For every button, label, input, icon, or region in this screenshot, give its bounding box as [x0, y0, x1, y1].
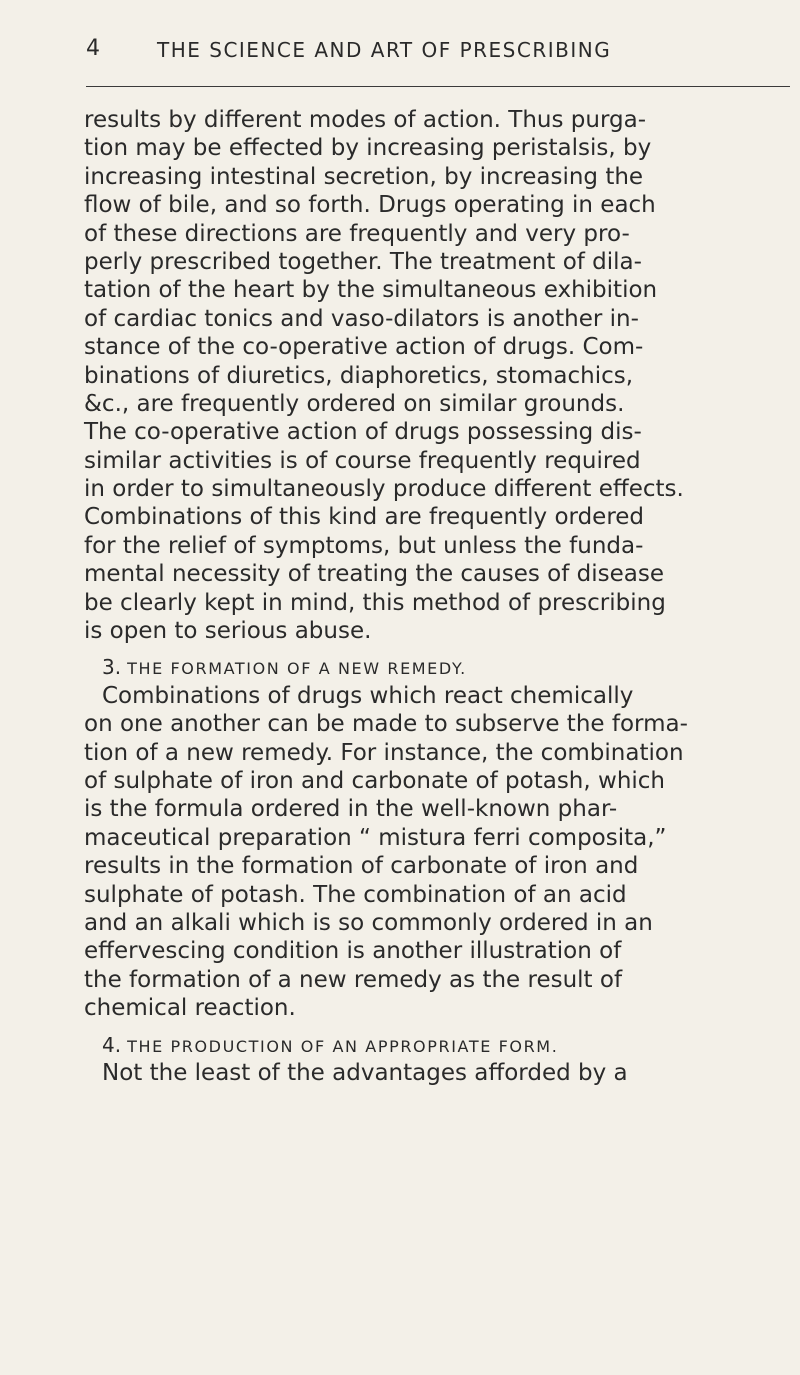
text-line: tion may be effected by increasing peristalsis, by: [84, 135, 652, 162]
text-line: of these directions are frequently and very pro-: [84, 220, 630, 247]
text-line: is the formula ordered in the well-known phar-: [84, 796, 618, 823]
page-number: 4: [86, 36, 101, 61]
section-number: 4.: [102, 1032, 122, 1057]
text-line: binations of diuretics, diaphoretics, stomachics,: [84, 362, 634, 389]
text-line: results by different modes of action. Thus purga-: [84, 107, 647, 133]
text-line: increasing intestinal secretion, by increasing the: [84, 163, 644, 190]
section-heading-3: [84, 653, 784, 681]
text-line: flow of bile, and so forth. Drugs operating in each: [84, 192, 656, 219]
text-line: chemical reaction.: [84, 995, 296, 1022]
text-line: and an alkali which is so commonly ordered in an: [84, 909, 653, 936]
text-line: effervescing condition is another illustration of: [84, 938, 622, 965]
text-line: maceutical preparation “ mistura ferri composita,”: [84, 824, 667, 851]
text-line: Combinations of drugs which react chemically: [102, 682, 634, 709]
text-line: stance of the co-operative action of drugs. Com-: [84, 334, 644, 361]
section-number: 3.: [102, 655, 122, 680]
text-line: &c., are frequently ordered on similar grounds.: [84, 390, 625, 417]
text-line: of sulphate of iron and carbonate of potash, which: [84, 767, 666, 794]
text-line: The co-operative action of drugs possessing dis-: [84, 419, 642, 446]
page-header: [86, 36, 776, 76]
text-line: tation of the heart by the simultaneous exhibition: [84, 277, 658, 304]
section-title: THE PRODUCTION OF AN APPROPRIATE FORM.: [127, 1036, 559, 1056]
text-line: results in the formation of carbonate of iron and: [84, 853, 639, 880]
body-text: [84, 106, 784, 1087]
text-line: be clearly kept in mind, this method of prescribing: [84, 589, 666, 616]
section-title: THE FORMATION OF A NEW REMEDY.: [127, 659, 467, 679]
text-line: in order to simultaneously produce different effects.: [84, 476, 684, 503]
text-line: Combinations of this kind are frequently ordered: [84, 504, 645, 531]
section-heading-4: [84, 1031, 784, 1059]
text-line: the formation of a new remedy as the result of: [84, 966, 623, 993]
text-line: similar activities is of course frequently required: [84, 447, 641, 474]
header-rule: [86, 86, 790, 87]
text-line: of cardiac tonics and vaso-dilators is another in-: [84, 305, 639, 332]
running-title: THE SCIENCE AND ART OF PRESCRIBING: [157, 38, 612, 62]
text-line: perly prescribed together. The treatment of dila-: [84, 248, 642, 275]
text-line: mental necessity of treating the causes of disease: [84, 561, 664, 588]
text-line: for the relief of symptoms, but unless the funda-: [84, 532, 644, 559]
text-line: is open to serious abuse.: [84, 618, 372, 645]
text-line: sulphate of potash. The combination of an acid: [84, 881, 627, 908]
text-line: on one another can be made to subserve the forma-: [84, 711, 688, 738]
text-line: Not the least of the advantages afforded by a: [102, 1059, 628, 1086]
text-line: tion of a new remedy. For instance, the combination: [84, 739, 684, 766]
